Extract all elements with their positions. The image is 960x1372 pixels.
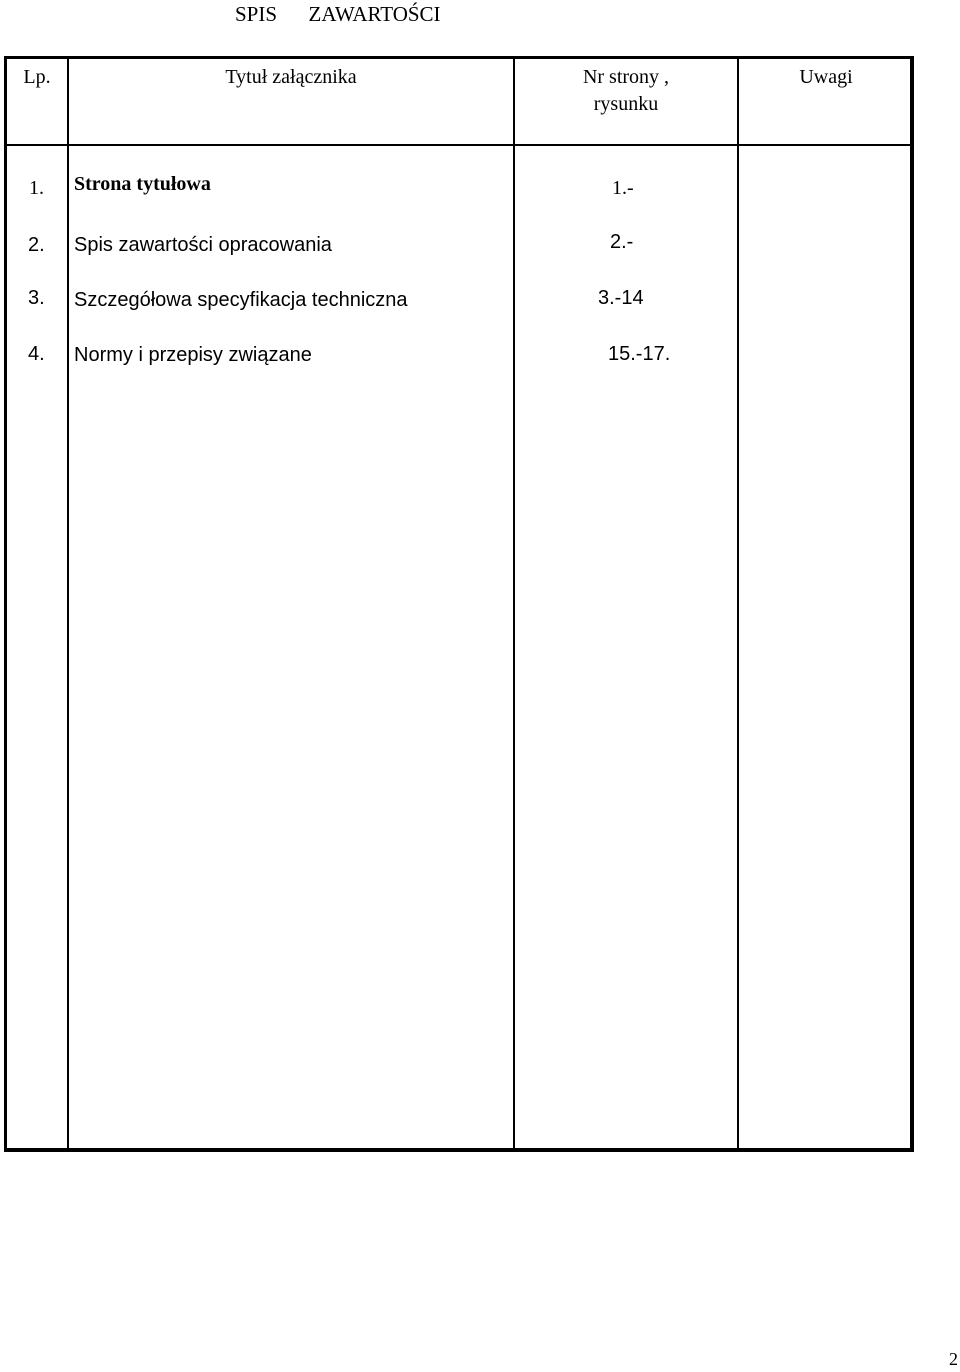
page-number: 2: [949, 1349, 958, 1369]
row-pages: 3.-14: [598, 287, 644, 309]
column-divider: [513, 59, 515, 1148]
row-pages: 1.-: [612, 177, 634, 199]
header-lp: Lp.: [23, 66, 51, 88]
row-title: Strona tytułowa: [74, 173, 211, 195]
header-page-line2: rysunku: [593, 93, 659, 115]
row-pages: 15.-17.: [608, 343, 671, 365]
row-lp: 4.: [28, 343, 45, 365]
header-page-line1: Nr strony ,: [582, 66, 670, 88]
row-lp: 2.: [28, 234, 45, 256]
document-title: SPIS ZAWARTOŚCI: [235, 2, 441, 26]
contents-table: [4, 56, 914, 1152]
header-page: [515, 64, 737, 118]
row-title: Spis zawartości opracowania: [74, 234, 332, 256]
row-lp: 1.: [29, 177, 44, 199]
row-pages: 2.-: [610, 231, 634, 253]
header-divider: [7, 144, 910, 146]
column-divider: [737, 59, 739, 1148]
column-divider: [67, 59, 69, 1148]
row-title: Szczegółowa specyfikacja techniczna: [74, 289, 408, 311]
row-lp: 3.: [28, 287, 45, 309]
header-notes: Uwagi: [799, 66, 853, 88]
header-title: Tytuł załącznika: [225, 66, 357, 88]
row-title: Normy i przepisy związane: [74, 344, 312, 366]
